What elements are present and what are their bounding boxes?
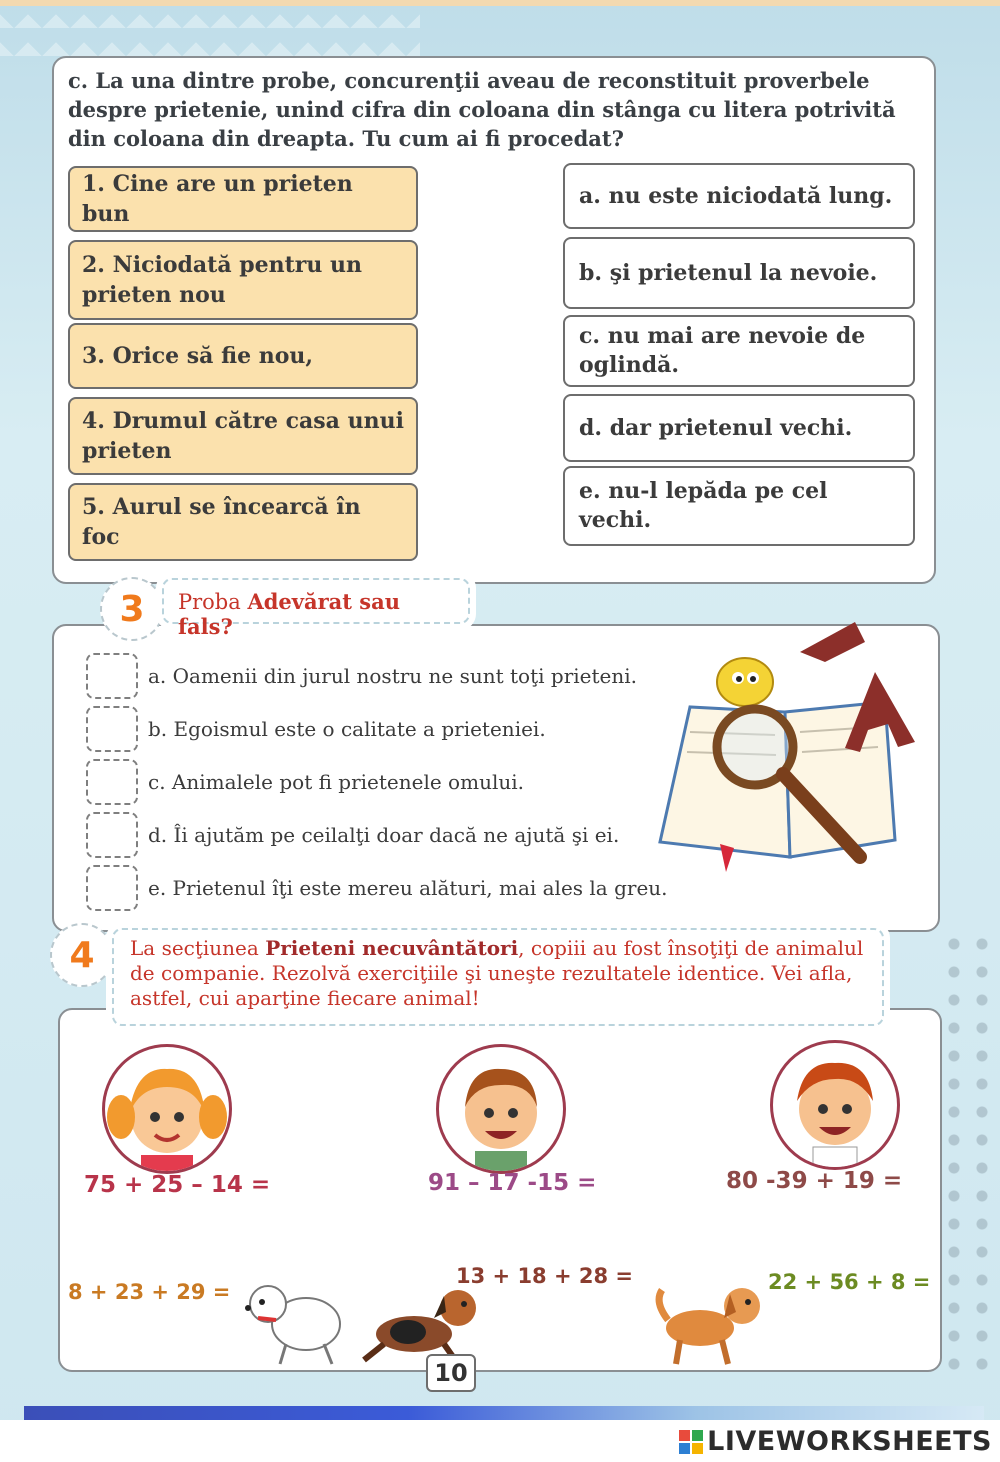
orange-dog-illustration bbox=[650, 1280, 770, 1368]
child-exercise-1: 75 + 25 – 14 = bbox=[84, 1172, 271, 1198]
tf-statement-a bbox=[86, 654, 637, 698]
proverb-end-d[interactable]: d. dar prietenul vechi. bbox=[563, 394, 915, 462]
proverb-start-3[interactable]: 3. Orice să fie nou, bbox=[68, 323, 418, 389]
liveworksheets-text: LIVEWORKSHEETS bbox=[707, 1426, 992, 1457]
boy-avatar-2 bbox=[770, 1040, 900, 1170]
tf-statement-e bbox=[86, 866, 668, 910]
boy-avatar-1 bbox=[436, 1044, 566, 1174]
proverb-end-a[interactable]: a. nu este niciodată lung. bbox=[563, 163, 915, 229]
section-4-text-bold: Prieteni necuvântători bbox=[265, 936, 519, 960]
tf-text-c: c. Animalele pot fi prietenele omului. bbox=[148, 770, 524, 794]
tf-statement-d bbox=[86, 813, 619, 857]
page-number: 10 bbox=[426, 1354, 476, 1392]
section-3-badge: 3 bbox=[100, 577, 164, 641]
section-3-title bbox=[162, 578, 470, 639]
section-4-badge: 4 bbox=[50, 923, 114, 987]
proverb-end-e[interactable]: e. nu-l lepăda pe cel vechi. bbox=[563, 466, 915, 546]
tf-statement-b bbox=[86, 707, 546, 751]
tf-answer-box-b[interactable] bbox=[86, 706, 138, 752]
tf-text-b: b. Egoismul este o calitate a prieteniei. bbox=[148, 717, 546, 741]
section-3-title-bold: Adevărat sau fals? bbox=[178, 589, 400, 639]
book-magnifier-illustration bbox=[650, 612, 940, 872]
tf-answer-box-c[interactable] bbox=[86, 759, 138, 805]
decor-checker bbox=[0, 0, 420, 60]
section-3-title-prefix: Proba bbox=[178, 590, 248, 614]
section-4-text-rest: , copiii au fost însoţiţi de animalul de companie. Rezolvă exerciţiile şi uneşte rezultatele identice. Vei afla, astfel, cui aparţine fiecare animal! bbox=[130, 936, 864, 1010]
pet-exercise-1: 8 + 23 + 29 = bbox=[68, 1280, 231, 1304]
white-dog-illustration bbox=[236, 1274, 348, 1366]
tf-answer-box-a[interactable] bbox=[86, 653, 138, 699]
section-4-text-prefix: La secţiunea bbox=[130, 936, 266, 960]
tf-answer-box-d[interactable] bbox=[86, 812, 138, 858]
proverb-end-b[interactable]: b. şi prietenul la nevoie. bbox=[563, 237, 915, 309]
liveworksheets-logo[interactable] bbox=[679, 1426, 992, 1457]
proverb-start-5[interactable]: 5. Aurul se încearcă în foc bbox=[68, 483, 418, 561]
pet-exercise-2: 13 + 18 + 28 = bbox=[456, 1264, 634, 1288]
liveworksheets-icon bbox=[679, 1430, 703, 1454]
proverb-start-1[interactable]: 1. Cine are un prieten bun bbox=[68, 166, 418, 232]
tf-text-e: e. Prietenul îţi este mereu alături, mai ales la greu. bbox=[148, 876, 668, 900]
child-exercise-2: 91 – 17 -15 = bbox=[428, 1170, 597, 1196]
tf-answer-box-e[interactable] bbox=[86, 865, 138, 911]
tf-text-d: d. Îi ajutăm pe ceilalţi doar dacă ne ajută şi ei. bbox=[148, 823, 620, 847]
child-exercise-3: 80 -39 + 19 = bbox=[726, 1168, 903, 1194]
girl-avatar bbox=[102, 1044, 232, 1174]
proverb-start-4[interactable]: 4. Drumul către casa unui prieten bbox=[68, 397, 418, 475]
decor-blue-bar bbox=[24, 1406, 984, 1420]
tf-statement-c bbox=[86, 760, 524, 804]
proverb-end-c[interactable]: c. nu mai are nevoie de oglindă. bbox=[563, 315, 915, 387]
proverb-start-2[interactable]: 2. Niciodată pentru un prieten nou bbox=[68, 240, 418, 320]
tf-text-a: a. Oamenii din jurul nostru ne sunt toţi prieteni. bbox=[148, 664, 637, 688]
pet-exercise-3: 22 + 56 + 8 = bbox=[768, 1270, 931, 1294]
section-4-instructions bbox=[112, 928, 884, 1026]
exercise-c-instructions: c. La una dintre probe, concurenţii aveau de reconstituit proverbele despre prietenie, unind cifra din coloana din stânga cu litera potrivită din coloana din dreapta. Tu cum ai fi procedat? bbox=[68, 68, 896, 151]
decor-top-strip bbox=[0, 0, 1000, 6]
decor-dots bbox=[940, 930, 996, 1370]
